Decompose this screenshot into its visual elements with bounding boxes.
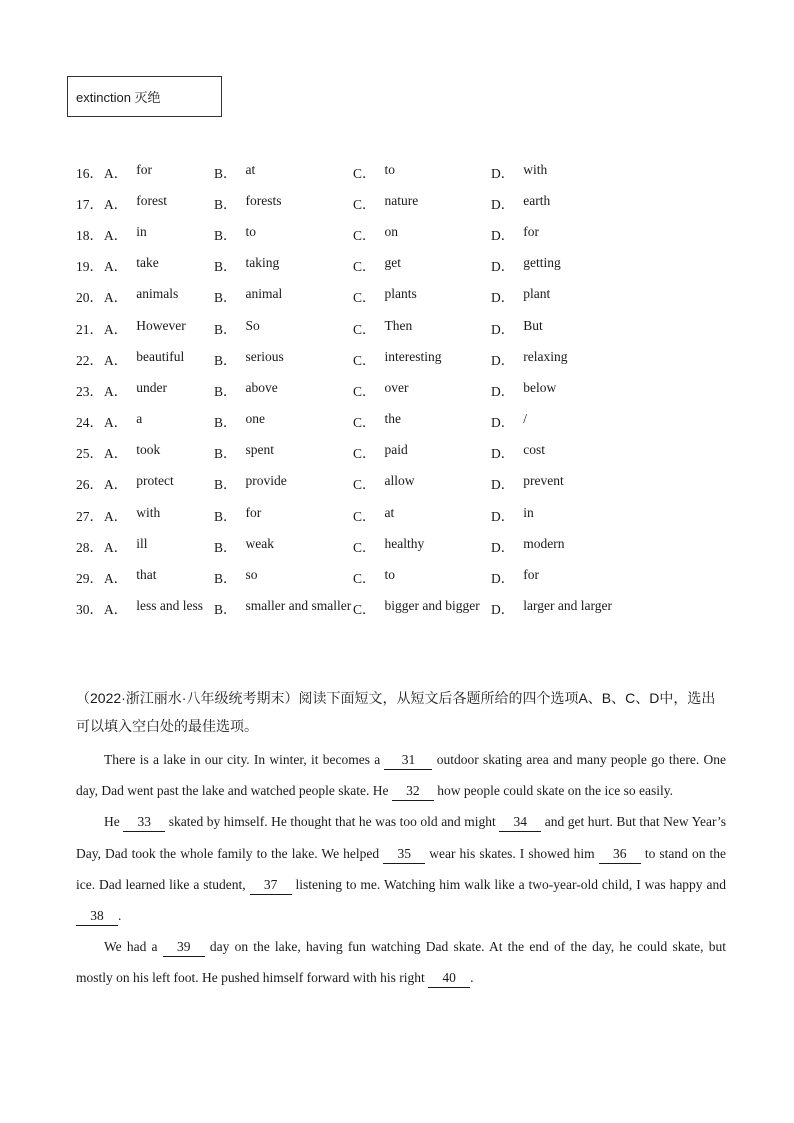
- option-text: so: [245, 567, 258, 583]
- option-letter: B．: [214, 196, 237, 212]
- option-letter: B．: [214, 446, 237, 462]
- question-number: 18．: [76, 227, 103, 243]
- blank-32: 32: [392, 782, 434, 801]
- option-letter: C．: [353, 446, 376, 462]
- option-d[interactable]: [491, 473, 651, 493]
- option-b[interactable]: [214, 442, 353, 462]
- option-letter: C．: [353, 539, 376, 555]
- option-c[interactable]: [353, 411, 491, 431]
- passage-text: day on the lake, having fun watching Dad skate. At the end of the day, he could skate, but mostly on his left foot. He pushed himself forward with his right: [76, 939, 726, 986]
- option-text: in: [136, 223, 147, 239]
- option-c[interactable]: [353, 473, 491, 493]
- option-text: at: [384, 504, 395, 520]
- option-text: smaller and smaller: [245, 598, 352, 614]
- option-text: nature: [384, 192, 419, 208]
- option-d[interactable]: [491, 567, 651, 587]
- passage-paragraph-1: [76, 744, 726, 806]
- option-letter: A．: [104, 321, 128, 337]
- blank-35: 35: [383, 845, 425, 864]
- option-c[interactable]: [353, 380, 491, 400]
- blank-38: 38: [76, 907, 118, 926]
- option-text: with: [523, 161, 548, 177]
- option-b[interactable]: [214, 380, 353, 400]
- option-letter: C．: [353, 508, 376, 524]
- option-letter: A．: [104, 383, 128, 399]
- option-text: earth: [523, 192, 551, 208]
- option-letter: C．: [353, 290, 376, 306]
- option-letter: D．: [491, 446, 515, 462]
- question-number: 25．: [76, 446, 103, 462]
- blank-39: 39: [163, 938, 205, 957]
- option-text: for: [523, 223, 539, 239]
- question-row: [76, 156, 736, 187]
- question-number: 23．: [76, 383, 103, 399]
- option-d[interactable]: [491, 224, 651, 244]
- option-letter: A．: [104, 259, 128, 275]
- blank-40: 40: [428, 969, 470, 988]
- question-number: 19．: [76, 259, 103, 275]
- option-letter: B．: [214, 321, 237, 337]
- option-a[interactable]: [104, 473, 214, 493]
- option-text: bigger and bigger: [384, 598, 480, 614]
- option-b[interactable]: [214, 162, 353, 182]
- option-text: one: [245, 411, 266, 427]
- option-letter: B．: [214, 259, 237, 275]
- option-letter: C．: [353, 415, 376, 431]
- option-letter: C．: [353, 383, 376, 399]
- option-a[interactable]: [104, 411, 214, 431]
- option-letter: A．: [104, 508, 128, 524]
- question-number: 20．: [76, 290, 103, 306]
- option-text: But: [523, 317, 543, 333]
- option-text: plant: [523, 286, 551, 302]
- option-d[interactable]: [491, 442, 651, 462]
- option-c[interactable]: [353, 442, 491, 462]
- option-text: the: [384, 411, 402, 427]
- option-d[interactable]: [491, 162, 651, 182]
- option-b[interactable]: [214, 473, 353, 493]
- passage-text: how people could skate on the ice so easily.: [433, 783, 673, 799]
- option-b[interactable]: [214, 598, 353, 618]
- option-a[interactable]: [104, 162, 214, 182]
- option-a[interactable]: [104, 349, 214, 369]
- option-a[interactable]: [104, 442, 214, 462]
- answer-options-list: [76, 156, 736, 624]
- option-a[interactable]: [104, 255, 214, 275]
- option-letter: B．: [214, 477, 237, 493]
- option-text: in: [523, 504, 534, 520]
- question-row: [76, 343, 736, 374]
- option-text: below: [523, 379, 557, 395]
- option-letter: A．: [104, 446, 128, 462]
- option-d[interactable]: [491, 411, 651, 431]
- option-c[interactable]: [353, 567, 491, 587]
- passage-text: .: [118, 908, 122, 924]
- question-number: 24．: [76, 415, 103, 431]
- option-text: to: [245, 223, 257, 239]
- option-text: prevent: [523, 473, 564, 489]
- option-text: get: [384, 255, 402, 271]
- option-b[interactable]: [214, 318, 353, 338]
- option-c[interactable]: [353, 318, 491, 338]
- option-text: for: [136, 161, 152, 177]
- option-text: on: [384, 223, 399, 239]
- option-text: relaxing: [523, 348, 568, 364]
- option-letter: B．: [214, 415, 237, 431]
- option-text: serious: [245, 348, 284, 364]
- passage-text: to stand on the ice. Dad learned like a student,: [76, 845, 727, 892]
- option-text: forest: [136, 192, 167, 208]
- option-text: allow: [384, 473, 415, 489]
- option-text: for: [245, 504, 262, 520]
- option-letter: D．: [491, 602, 515, 618]
- option-a[interactable]: [104, 536, 214, 556]
- option-letter: A．: [104, 165, 128, 181]
- option-text: to: [384, 161, 396, 177]
- option-text: over: [384, 379, 409, 395]
- option-text: modern: [523, 535, 565, 551]
- option-c[interactable]: [353, 255, 491, 275]
- passage-text: We had a: [104, 939, 163, 955]
- option-letter: B．: [214, 508, 237, 524]
- option-letter: A．: [104, 352, 128, 368]
- option-text: healthy: [384, 535, 425, 551]
- option-c[interactable]: [353, 162, 491, 182]
- blank-31: 31: [384, 751, 432, 770]
- option-letter: D．: [491, 165, 515, 181]
- option-letter: C．: [353, 321, 376, 337]
- option-letter: B．: [214, 227, 237, 243]
- option-c[interactable]: [353, 598, 491, 618]
- option-c[interactable]: [353, 193, 491, 213]
- option-text: So: [245, 317, 260, 333]
- option-text: /: [523, 411, 528, 427]
- option-b[interactable]: [214, 224, 353, 244]
- option-letter: D．: [491, 352, 515, 368]
- option-b[interactable]: [214, 349, 353, 369]
- option-letter: A．: [104, 602, 128, 618]
- option-text: took: [136, 442, 161, 458]
- option-letter: C．: [353, 352, 376, 368]
- option-a[interactable]: [104, 380, 214, 400]
- glossary-box: [67, 76, 222, 117]
- option-text: at: [245, 161, 256, 177]
- question-row: [76, 499, 736, 530]
- option-text: ill: [136, 535, 148, 551]
- option-b[interactable]: [214, 567, 353, 587]
- question-number: 17．: [76, 196, 103, 212]
- option-letter: D．: [491, 383, 515, 399]
- option-letter: D．: [491, 290, 515, 306]
- question-row: [76, 437, 736, 468]
- option-c[interactable]: [353, 224, 491, 244]
- option-letter: D．: [491, 196, 515, 212]
- option-c[interactable]: [353, 349, 491, 369]
- passage-text: He: [104, 814, 124, 830]
- option-a[interactable]: [104, 193, 214, 213]
- option-text: that: [136, 567, 157, 583]
- option-text: paid: [384, 442, 408, 458]
- passage-text: listening to me. Watching him walk like a two-year-old child, I was happy and: [291, 876, 726, 892]
- blank-36: 36: [599, 845, 641, 864]
- option-text: provide: [245, 473, 287, 489]
- option-letter: B．: [214, 539, 237, 555]
- option-text: animal: [245, 286, 283, 302]
- option-b[interactable]: [214, 411, 353, 431]
- option-text: to: [384, 567, 396, 583]
- option-letter: B．: [214, 290, 237, 306]
- question-row: [76, 374, 736, 405]
- option-d[interactable]: [491, 193, 651, 213]
- blank-37: 37: [250, 876, 292, 895]
- option-text: However: [136, 317, 186, 333]
- option-text: protect: [136, 473, 174, 489]
- cloze-passage: [76, 744, 726, 994]
- passage-paragraph-3: [76, 931, 726, 993]
- section-instructions: （2022·浙江丽水·八年级统考期末）阅读下面短文，从短文后各题所给的四个选项A、B、C、D中，选出可以填入空白处的最佳选项。: [76, 690, 716, 734]
- option-letter: A．: [104, 539, 128, 555]
- option-letter: C．: [353, 227, 376, 243]
- option-letter: A．: [104, 290, 128, 306]
- blank-34: 34: [499, 813, 541, 832]
- option-text: beautiful: [136, 348, 185, 364]
- question-number: 21．: [76, 321, 103, 337]
- option-a[interactable]: [104, 224, 214, 244]
- question-number: 29．: [76, 571, 103, 587]
- option-letter: A．: [104, 415, 128, 431]
- glossary-text: extinction 灭绝: [76, 90, 161, 105]
- option-letter: D．: [491, 571, 515, 587]
- option-text: cost: [523, 442, 545, 458]
- blank-33: 33: [123, 813, 165, 832]
- option-a[interactable]: [104, 505, 214, 525]
- option-a[interactable]: [104, 567, 214, 587]
- option-letter: D．: [491, 321, 515, 337]
- option-a[interactable]: [104, 286, 214, 306]
- option-d[interactable]: [491, 505, 651, 525]
- option-b[interactable]: [214, 255, 353, 275]
- option-letter: A．: [104, 196, 128, 212]
- passage-paragraph-2: [76, 806, 726, 931]
- option-letter: A．: [104, 477, 128, 493]
- option-c[interactable]: [353, 505, 491, 525]
- question-row: [76, 281, 736, 312]
- option-text: a: [136, 411, 143, 427]
- option-text: Then: [384, 317, 413, 333]
- option-d[interactable]: [491, 349, 651, 369]
- option-letter: C．: [353, 196, 376, 212]
- question-number: 16．: [76, 165, 103, 181]
- option-b[interactable]: [214, 536, 353, 556]
- option-letter: A．: [104, 227, 128, 243]
- option-text: weak: [245, 535, 274, 551]
- option-text: above: [245, 379, 278, 395]
- option-text: with: [136, 504, 161, 520]
- passage-text: outdoor skating area and many people go there. One day, Dad went past the lake and watched people skate. He: [76, 752, 727, 799]
- option-b[interactable]: [214, 505, 353, 525]
- option-letter: B．: [214, 165, 237, 181]
- option-c[interactable]: [353, 286, 491, 306]
- question-number: 27．: [76, 508, 103, 524]
- option-text: taking: [245, 255, 280, 271]
- option-text: spent: [245, 442, 275, 458]
- option-letter: D．: [491, 477, 515, 493]
- passage-text: and get hurt. But that New Year’s Day, Dad took the whole family to the lake. We helped: [76, 814, 727, 861]
- option-text: for: [523, 567, 539, 583]
- option-text: larger and larger: [523, 598, 612, 614]
- question-number: 28．: [76, 539, 103, 555]
- passage-text: wear his skates. I showed him: [425, 845, 599, 861]
- question-row: [76, 312, 736, 343]
- passage-text: .: [470, 970, 474, 986]
- option-text: under: [136, 379, 167, 395]
- question-row: [76, 187, 736, 218]
- option-b[interactable]: [214, 286, 353, 306]
- option-d[interactable]: [491, 286, 651, 306]
- option-d[interactable]: [491, 255, 651, 275]
- option-text: interesting: [384, 348, 442, 364]
- question-number: 22．: [76, 352, 103, 368]
- option-letter: C．: [353, 259, 376, 275]
- option-letter: C．: [353, 165, 376, 181]
- option-text: forests: [245, 192, 282, 208]
- passage-text: There is a lake in our city. In winter, it becomes a: [104, 752, 385, 767]
- question-row: [76, 530, 736, 561]
- option-letter: C．: [353, 602, 376, 618]
- option-letter: B．: [214, 383, 237, 399]
- option-text: less and less: [136, 598, 203, 614]
- option-letter: D．: [491, 227, 515, 243]
- option-letter: C．: [353, 477, 376, 493]
- option-text: getting: [523, 255, 561, 271]
- option-letter: D．: [491, 259, 515, 275]
- question-row: [76, 250, 736, 281]
- option-text: take: [136, 255, 159, 271]
- question-row: [76, 406, 736, 437]
- option-letter: D．: [491, 508, 515, 524]
- option-letter: B．: [214, 571, 237, 587]
- question-number: 26．: [76, 477, 103, 493]
- option-d[interactable]: [491, 318, 651, 338]
- option-text: animals: [136, 286, 179, 302]
- passage-text: skated by himself. He thought that he was too old and might: [165, 814, 500, 830]
- option-d[interactable]: [491, 598, 651, 618]
- option-a[interactable]: [104, 598, 214, 618]
- question-row: [76, 468, 736, 499]
- option-d[interactable]: [491, 380, 651, 400]
- option-a[interactable]: [104, 318, 214, 338]
- option-b[interactable]: [214, 193, 353, 213]
- option-letter: A．: [104, 571, 128, 587]
- question-number: 30．: [76, 602, 103, 618]
- question-row: [76, 218, 736, 249]
- question-row: [76, 561, 736, 592]
- option-d[interactable]: [491, 536, 651, 556]
- option-letter: B．: [214, 602, 237, 618]
- option-letter: D．: [491, 539, 515, 555]
- option-c[interactable]: [353, 536, 491, 556]
- option-letter: D．: [491, 415, 515, 431]
- option-letter: B．: [214, 352, 237, 368]
- option-letter: C．: [353, 571, 376, 587]
- question-row: [76, 593, 736, 624]
- option-text: plants: [384, 286, 417, 302]
